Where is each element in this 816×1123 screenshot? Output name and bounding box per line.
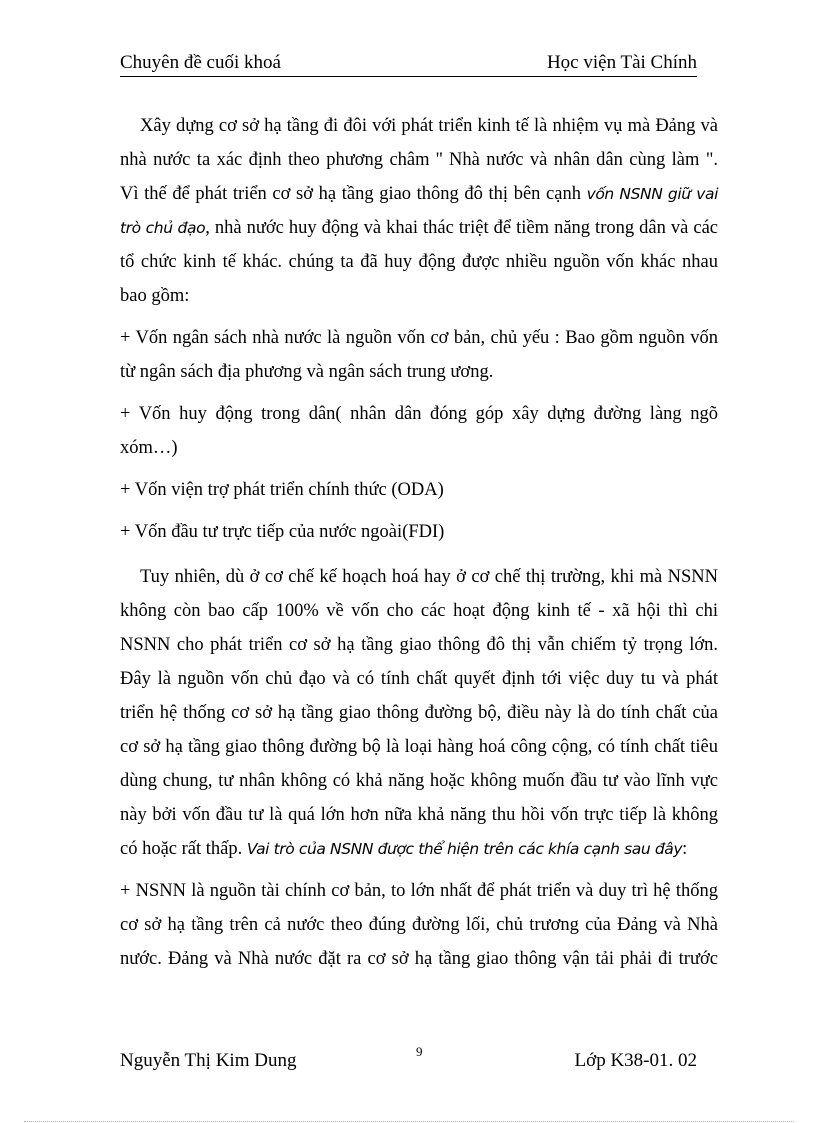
text-run: có hoặc rất thấp. — [120, 839, 247, 859]
page-footer — [120, 1044, 697, 1076]
header-document-type: Chuyên đề cuối khoá — [120, 52, 281, 73]
list-item-line: + Vốn huy động trong dân( nhân dân đóng góp xây dựng đường làng ngõ — [120, 404, 718, 424]
paragraph-line: Đây là nguồn vốn chủ đạo và có tính chất quyết định tới việc duy tu và phát — [120, 669, 718, 689]
footer-class: Lớp K38-01. 02 — [574, 1050, 697, 1071]
list-item-line: xóm…) — [120, 438, 178, 458]
list-item: + Vốn viện trợ phát triển chính thức (ODA) — [120, 480, 444, 500]
emphasis-text: trò chủ đạo — [120, 219, 206, 237]
header-institution: Học viện Tài Chính — [546, 52, 697, 73]
paragraph-line: không còn bao cấp 100% về vốn cho các hoạt động kinh tế - xã hội thì chi — [120, 601, 718, 621]
emphasis-text: vốn NSNN giữ vai — [586, 185, 718, 203]
paragraph-line: + NSNN là nguồn tài chính cơ bản, to lớn nhất để phát triển và duy trì hệ thống — [120, 881, 718, 901]
paragraph-line: này bởi vốn đầu tư là quá lớn hơn nữa khả năng thu hồi vốn trực tiếp là không — [120, 805, 718, 825]
page-number: 9 — [416, 1044, 423, 1059]
paragraph-line: Xây dựng cơ sở hạ tầng đi đôi với phát triển kinh tế là nhiệm vụ mà Đảng và — [140, 116, 718, 136]
paragraph-line: nước. Đảng và Nhà nước đặt ra cơ sở hạ tầng giao thông vận tải phải đi trước — [120, 949, 718, 969]
list-item-line: + Vốn ngân sách nhà nước là nguồn vốn cơ bản, chủ yếu : Bao gồm nguồn vốn — [120, 328, 718, 348]
list-item-line: từ ngân sách địa phương và ngân sách trung ương. — [120, 362, 494, 382]
paragraph-line: Tuy nhiên, dù ở cơ chế kế hoạch hoá hay ở cơ chế thị trường, khi mà NSNN — [140, 567, 718, 587]
paragraph-line: tổ chức kinh tế khác. chúng ta đã huy động được nhiều nguồn vốn khác nhau — [120, 252, 718, 272]
emphasis-text: Vai trò của NSNN được thể hiện trên các khía cạnh sau đây — [246, 840, 683, 858]
paragraph-line — [120, 183, 718, 205]
paragraph-line: NSNN cho phát triển cơ sở hạ tầng giao thông đô thị vẫn chiếm tỷ trọng lớn. — [120, 635, 718, 655]
paragraph-line: bao gồm: — [120, 286, 190, 306]
paragraph-line: cơ sở hạ tầng trên cả nước theo đúng đường lối, chủ trương của Đảng và Nhà — [120, 915, 718, 935]
paragraph-line: cơ sở hạ tầng giao thông đường bộ là loại hàng hoá công cộng, có tính chất tiêu — [120, 737, 718, 757]
page-header — [120, 52, 697, 77]
paragraph-line: dùng chung, tư nhân không có khả năng hoặc không muốn đầu tư vào lĩnh vực — [120, 771, 718, 791]
footer-author: Nguyễn Thị Kim Dung — [120, 1050, 297, 1071]
paragraph-line: triển hệ thống cơ sở hạ tầng giao thông đường bộ, điều này là do tính chất của — [120, 703, 718, 723]
text-run: : — [682, 839, 688, 859]
page-bottom-divider — [24, 1121, 794, 1122]
paragraph-line — [120, 217, 718, 239]
text-run: , nhà nước huy động và khai thác triệt để tiềm năng trong dân và các — [205, 218, 718, 238]
paragraph-line — [120, 838, 718, 860]
paragraph-line: nhà nước ta xác định theo phương châm '' Nhà nước và nhân dân cùng làm ". — [120, 150, 718, 170]
text-run: Vì thế để phát triển cơ sở hạ tầng giao thông đô thị bên cạnh — [120, 184, 587, 204]
list-item: + Vốn đầu tư trực tiếp của nước ngoài(FDI) — [120, 522, 445, 542]
